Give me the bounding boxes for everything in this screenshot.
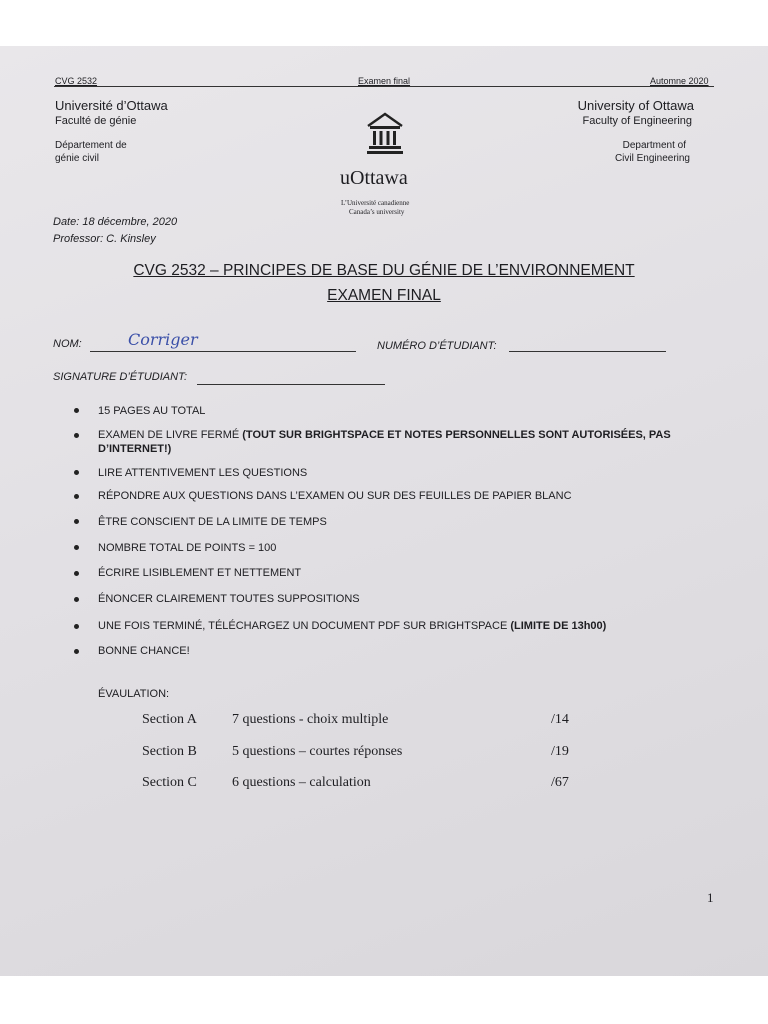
signature-field-line[interactable] <box>197 384 385 385</box>
bullet <box>74 519 79 524</box>
instruction-item: BONNE CHANCE! <box>98 645 190 657</box>
exam-title-line2: EXAMEN FINAL <box>327 287 441 304</box>
student-number-field-line[interactable] <box>509 351 666 352</box>
signature-label: SIGNATURE D’ÉTUDIANT: <box>53 371 188 383</box>
section-a-name: Section A <box>142 712 197 727</box>
section-a-desc: 7 questions - choix multiple <box>232 712 389 727</box>
section-c-desc: 6 questions – calculation <box>232 775 371 790</box>
name-value: Corriger <box>128 330 198 349</box>
bullet <box>74 624 79 629</box>
logo-tagline-en: Canada’s university <box>349 208 405 216</box>
bullet <box>74 470 79 475</box>
logo-tagline-fr: L’Université canadienne <box>341 199 410 207</box>
university-name-en: University of Ottawa <box>577 98 694 113</box>
university-name-fr: Université d’Ottawa <box>55 98 168 113</box>
department-fr-line2: génie civil <box>55 153 99 164</box>
instruction-item: RÉPONDRE AUX QUESTIONS DANS L’EXAMEN OU SUR DES FEUILLES DE PAPIER BLANC <box>98 490 572 502</box>
header-course-code: CVG 2532 <box>55 76 98 86</box>
header-rule <box>54 86 714 87</box>
page-number: 1 <box>707 890 714 905</box>
header-exam-label: Examen final <box>358 76 411 86</box>
section-a-points: /14 <box>551 712 569 727</box>
bullet <box>74 597 79 602</box>
bullet <box>74 433 79 438</box>
bullet <box>74 494 79 499</box>
bullet <box>74 545 79 550</box>
section-c-name: Section C <box>142 775 197 790</box>
faculty-name-fr: Faculté de génie <box>55 115 137 127</box>
section-b-name: Section B <box>142 744 197 759</box>
instruction-item: ÉNONCER CLAIREMENT TOUTES SUPPOSITIONS <box>98 593 360 605</box>
department-en-line1: Department of <box>622 140 686 151</box>
section-b-desc: 5 questions – courtes réponses <box>232 744 403 759</box>
student-number-label: NUMÉRO D’ÉTUDIANT: <box>377 340 497 352</box>
university-building-icon <box>365 110 405 160</box>
department-en-line2: Civil Engineering <box>614 153 690 164</box>
section-c-points: /67 <box>551 775 569 790</box>
instruction-item: ÊTRE CONSCIENT DE LA LIMITE DE TEMPS <box>98 516 327 528</box>
header-term: Automne 2020 <box>650 76 709 86</box>
logo-wordmark: uOttawa <box>340 167 408 189</box>
instruction-item: ÉCRIRE LISIBLEMENT ET NETTEMENT <box>98 567 302 579</box>
exam-title-line1: CVG 2532 – PRINCIPES DE BASE DU GÉNIE DE L’ENVIRONNEMENT <box>133 262 635 279</box>
faculty-name-en: Faculty of Engineering <box>582 115 692 127</box>
evaluation-label: ÉVAULATION: <box>98 688 170 700</box>
instruction-item: NOMBRE TOTAL DE POINTS = 100 <box>98 542 277 554</box>
bullet <box>74 571 79 576</box>
name-label: NOM: <box>53 338 82 350</box>
bullet <box>74 408 79 413</box>
instruction-item: LIRE ATTENTIVEMENT LES QUESTIONS <box>98 467 308 479</box>
name-field-line[interactable] <box>90 351 356 352</box>
section-b-points: /19 <box>551 744 569 759</box>
department-fr-line1: Département de <box>55 140 127 151</box>
professor-name: Professor: C. Kinsley <box>53 233 156 245</box>
instruction-item: EXAMEN DE LIVRE FERMÉ (TOUT SUR BRIGHTSPACE ET NOTES PERSONNELLES SONT AUTORISÉES, PAS D’INTERNET!) <box>98 429 671 455</box>
bullet <box>74 649 79 654</box>
exam-date: Date: 18 décembre, 2020 <box>53 216 178 228</box>
instruction-item: UNE FOIS TERMINÉ, TÉLÉCHARGEZ UN DOCUMENT PDF SUR BRIGHTSPACE (LIMITE DE 13h00) <box>98 620 607 632</box>
instruction-item: 15 PAGES AU TOTAL <box>98 405 206 417</box>
